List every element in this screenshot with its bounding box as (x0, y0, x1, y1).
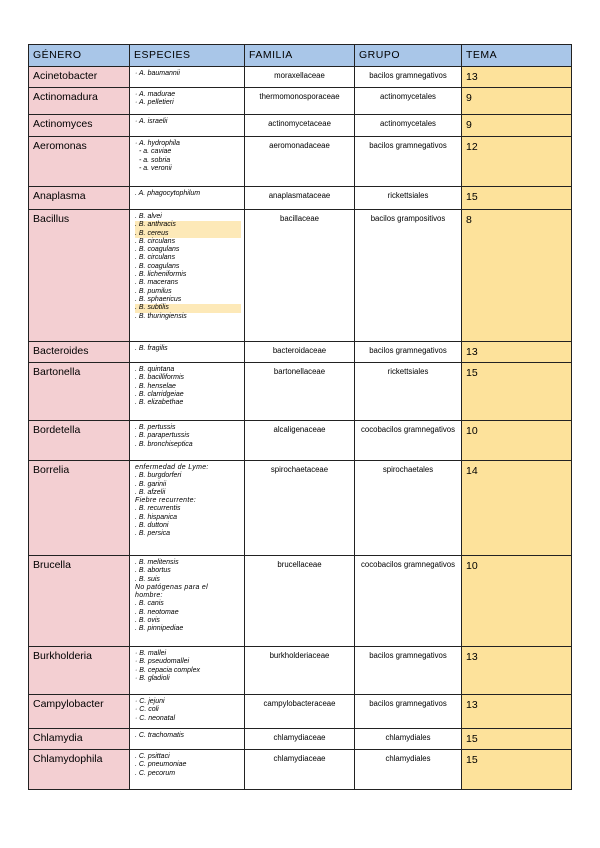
species-item: . B. circulans (135, 254, 176, 262)
species-item: . B. afzelii (135, 488, 166, 496)
group-cell: chlamydiales (355, 750, 462, 790)
genus-cell: Actinomadura (29, 88, 130, 115)
species-item: . B. quintana (135, 366, 175, 373)
species-item: . B. henselae (135, 382, 176, 390)
species-group-heading: Fiebre recurrente: (135, 497, 197, 505)
species-item: . B. garinii (135, 480, 167, 488)
genus-cell: Anaplasma (29, 187, 130, 210)
group-cell: bacilos grampositivos (355, 210, 462, 342)
species-item: . B. fragilis (135, 345, 168, 352)
family-cell: moraxellaceae (245, 67, 355, 88)
header-row (29, 45, 572, 67)
species-item: · B. cepacia complex (135, 666, 200, 674)
species-cell (130, 67, 245, 88)
table-row (29, 729, 572, 750)
species-item: · B. mallei (135, 650, 167, 657)
species-item: . B. macerans (135, 279, 179, 287)
species-item: . B. canis (135, 600, 164, 608)
species-item: · B. pseudomallei (135, 658, 190, 666)
tema-cell: 13 (462, 695, 572, 729)
species-item: . B. bronchiseptica (135, 440, 193, 448)
group-cell: rickettsiales (355, 363, 462, 421)
species-item: - a. caviae (139, 148, 172, 156)
species-cell (130, 363, 245, 421)
family-cell: spirochaetaceae (245, 461, 355, 556)
species-cell (130, 729, 245, 750)
species-cell (130, 187, 245, 210)
bacteria-table (28, 44, 572, 790)
table-row (29, 67, 572, 88)
family-cell: thermomonosporaceae (245, 88, 355, 115)
species-item: · A. israelii (135, 118, 168, 125)
species-item: . B. circulans (135, 237, 176, 245)
species-item: · A. hydrophila (135, 140, 180, 147)
table-row (29, 647, 572, 695)
species-cell (130, 647, 245, 695)
species-cell (130, 88, 245, 115)
species-item: · B. gladioli (135, 674, 170, 682)
species-item: . B. sphaericus (135, 295, 182, 303)
family-cell: bacteroidaceae (245, 342, 355, 363)
header-genero: GÉNERO (29, 45, 130, 67)
family-cell: actinomycetaceae (245, 115, 355, 137)
family-cell: bartonellaceae (245, 363, 355, 421)
family-cell: chlamydiaceae (245, 750, 355, 790)
group-cell: actinomycetales (355, 115, 462, 137)
species-item: . B. suis (135, 575, 160, 583)
table-row (29, 115, 572, 137)
family-cell: brucellaceae (245, 556, 355, 647)
group-cell: rickettsiales (355, 187, 462, 210)
species-cell (130, 421, 245, 461)
table-row (29, 187, 572, 210)
species-cell (130, 137, 245, 187)
table-row (29, 210, 572, 342)
table-row (29, 461, 572, 556)
group-cell: bacilos gramnegativos (355, 67, 462, 88)
genus-cell: Campylobacter (29, 695, 130, 729)
family-cell: campylobacteraceae (245, 695, 355, 729)
genus-cell: Bacteroides (29, 342, 130, 363)
tema-cell: 14 (462, 461, 572, 556)
genus-cell: Burkholderia (29, 647, 130, 695)
genus-cell: Bordetella (29, 421, 130, 461)
group-cell: spirochaetales (355, 461, 462, 556)
species-item: · A. madurae (135, 91, 176, 98)
species-item: · A. baumannii (135, 70, 180, 77)
family-cell: aeromonadaceae (245, 137, 355, 187)
family-cell: alcaligenaceae (245, 421, 355, 461)
species-item: . B. coagulans (135, 246, 180, 254)
species-group-heading: No patógenas para el (135, 583, 208, 591)
header-familia: FAMILIA (245, 45, 355, 67)
species-item: . B. recurrentis (135, 505, 181, 513)
group-cell: bacilos gramnegativos (355, 647, 462, 695)
genus-cell: Bartonella (29, 363, 130, 421)
tema-cell: 9 (462, 115, 572, 137)
table-row (29, 137, 572, 187)
table-row (29, 750, 572, 790)
species-item: . C. trachomatis (135, 732, 185, 739)
species-item: . B. melitensis (135, 559, 179, 566)
species-item: · C. coli (135, 706, 159, 714)
species-cell (130, 750, 245, 790)
species-cell (130, 210, 245, 342)
group-cell: actinomycetales (355, 88, 462, 115)
group-cell: cocobacilos gramnegativos (355, 421, 462, 461)
tema-cell: 10 (462, 421, 572, 461)
table-row (29, 342, 572, 363)
genus-cell: Aeromonas (29, 137, 130, 187)
species-group-heading: enfermedad de Lyme: (135, 464, 209, 471)
family-cell: burkholderiaceae (245, 647, 355, 695)
tema-cell: 13 (462, 67, 572, 88)
species-item: - a. sobria (139, 156, 171, 164)
species-item: . B. alvei (135, 213, 162, 220)
group-cell: bacilos gramnegativos (355, 137, 462, 187)
species-item: . B. abortus (135, 567, 171, 575)
family-cell: anaplasmataceae (245, 187, 355, 210)
family-cell: bacillaceae (245, 210, 355, 342)
tema-cell: 10 (462, 556, 572, 647)
header-especies: ESPECIES (130, 45, 245, 67)
table-row (29, 363, 572, 421)
genus-cell: Borrelia (29, 461, 130, 556)
group-cell: bacilos gramnegativos (355, 695, 462, 729)
table-body (29, 67, 572, 790)
species-cell (130, 342, 245, 363)
header-tema: TEMA (462, 45, 572, 67)
species-item: . B. cereus (135, 230, 241, 238)
species-item: . A. phagocytophilum (135, 190, 201, 197)
tema-cell: 13 (462, 647, 572, 695)
tema-cell: 8 (462, 210, 572, 342)
species-item: . B. bacilliformis (135, 374, 185, 382)
species-item: · C. jejuni (135, 698, 165, 705)
species-item: · A. pelletieri (135, 99, 174, 107)
group-cell: cocobacilos gramnegativos (355, 556, 462, 647)
species-item: . B. duttoni (135, 522, 169, 530)
group-cell: bacilos gramnegativos (355, 342, 462, 363)
species-item: . B. thuringiensis (135, 312, 187, 320)
tema-cell: 15 (462, 729, 572, 750)
species-item: . B. licheniformis (135, 271, 187, 279)
genus-cell: Acinetobacter (29, 67, 130, 88)
species-item: . B. elizabethae (135, 399, 184, 407)
table-row (29, 88, 572, 115)
family-cell: chlamydiaceae (245, 729, 355, 750)
species-item: . C. psittaci (135, 753, 170, 760)
tema-cell: 15 (462, 363, 572, 421)
species-item: . B. subtilis (135, 304, 241, 312)
genus-cell: Chlamydia (29, 729, 130, 750)
tema-cell: 12 (462, 137, 572, 187)
species-item: . B. pertussis (135, 424, 176, 431)
species-item: . B. parapertussis (135, 432, 190, 440)
species-item: - a. veronii (139, 164, 172, 172)
species-item: . B. anthracis (135, 221, 241, 229)
genus-cell: Actinomyces (29, 115, 130, 137)
species-item: . C. pneumoniae (135, 761, 187, 769)
tema-cell: 15 (462, 187, 572, 210)
genus-cell: Bacillus (29, 210, 130, 342)
species-item: . C. pecorum (135, 769, 176, 777)
tema-cell: 9 (462, 88, 572, 115)
tema-cell: 13 (462, 342, 572, 363)
species-item: . B. pumilus (135, 287, 172, 295)
species-item: . B. persica (135, 530, 171, 538)
species-cell (130, 115, 245, 137)
species-item: . B. coagulans (135, 262, 180, 270)
table-row (29, 421, 572, 461)
species-cell (130, 556, 245, 647)
header-grupo: GRUPO (355, 45, 462, 67)
species-item: . B. neotomae (135, 608, 179, 616)
species-cell (130, 461, 245, 556)
tema-cell: 15 (462, 750, 572, 790)
species-item: . B. clarridgeiae (135, 390, 184, 398)
species-item: . B. burgdorferi (135, 472, 182, 480)
genus-cell: Brucella (29, 556, 130, 647)
group-cell: chlamydiales (355, 729, 462, 750)
species-item: . B. pinnipediae (135, 625, 184, 633)
genus-cell: Chlamydophila (29, 750, 130, 790)
species-item: . B. hispanica (135, 513, 178, 521)
table-row (29, 556, 572, 647)
species-item: . B. ovis (135, 617, 160, 625)
species-cell (130, 695, 245, 729)
species-group-heading: hombre: (135, 592, 163, 600)
table-row (29, 695, 572, 729)
species-item: · C. neonatal (135, 714, 176, 722)
